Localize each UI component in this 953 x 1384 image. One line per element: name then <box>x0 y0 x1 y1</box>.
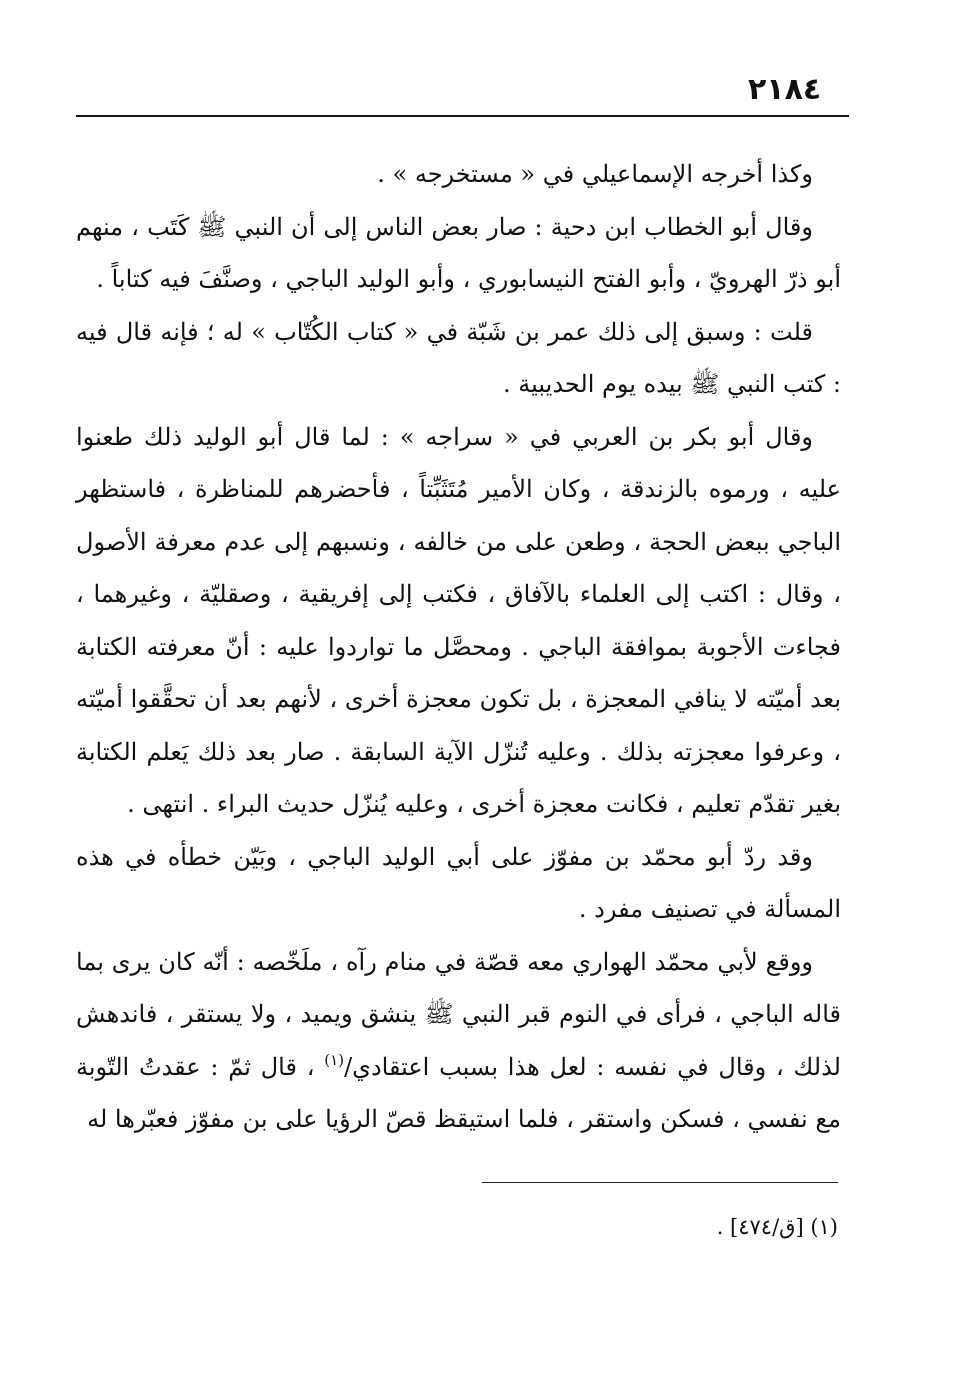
paragraph-5: وقد ردّ أبو محمّد بن مفوّز على أبي الوليد الباجي ، وبَيّن خطأه في هذه المسألة في تصنيف مفرد . <box>76 842 841 923</box>
footnote-reference[interactable]: (١) <box>324 1050 345 1069</box>
paragraph-3: قلت : وسبق إلى ذلك عمر بن شَبّة في « كتاب الكُتّاب » له ؛ فإنه قال فيه : كتب النبي ﷺ بيده يوم الحديبية . <box>76 317 841 398</box>
main-text <box>76 148 841 1146</box>
paragraph-1: وكذا أخرجه الإسماعيلي في « مستخرجه » . <box>377 160 813 188</box>
page-number: ٢١٨٤ <box>748 72 822 107</box>
header-rule <box>76 115 849 117</box>
paragraph-6-continuation: ، قال ثمّ : عقدتُ التّوبة مع نفسي ، فسكن واستقر ، فلما استيقظ قصّ الرؤيا على بن مفوّز فعبّرها له <box>76 1052 841 1133</box>
footnote-separator <box>482 1182 838 1183</box>
paragraph-6-text: ووقع لأبي محمّد الهواري معه قصّة في منام رآه ، ملَخّصه : أنّه كان يرى بما قاله الباجي ، فرأى في النوم قبر النبي ﷺ ينشق ويميد ، ولا يستقر ، فاندهش لذلك ، وقال في نفسه : لعل هذا بسبب اعتقادي/ <box>76 947 841 1081</box>
footnote: (١) [ق/٤٧٤] . <box>716 1215 838 1239</box>
paragraph-4: وقال أبو بكر بن العربي في « سراجه » : لما قال أبو الوليد ذلك طعنوا عليه ، ورموه بالزندقة ، وكان الأمير مُتَثَبِّتاً ، فأحضرهم للمناظرة ، فاستظهر الباجي ببعض الحجة ، وطعن على من خالفه ، ونسبهم إلى عدم معرفة الأصول ، وقال : اكتب إلى العلماء بالآفاق ، فكتب إلى إفريقية ، وصقليّة ، وغيرهما ، فجاءت الأجوبة بموافقة الباجي . ومحصَّل ما تواردوا عليه : أنّ معرفته الكتابة بعد أميّته لا ينافي المعجزة ، بل تكون معجزة أخرى ، لأنهم بعد أن تحقَّقوا أميّته ، وعرفوا معجزته بذلك . وعليه تُنزّل الآية السابقة . صار بعد ذلك يَعلم الكتابة بغير تقدّم تعليم ، فكانت معجزة أخرى ، وعليه يُنزّل حديث البراء . انتهى . <box>76 422 842 818</box>
paragraph-6 <box>76 936 841 1146</box>
paragraph-2: وقال أبو الخطاب ابن دحية : صار بعض الناس إلى أن النبي ﷺ كَتَب ، منهم أبو ذرّ الهرويّ ، وأبو الفتح النيسابوري ، وأبو الوليد الباجي ، وصنَّفَ فيه كتاباً . <box>76 212 841 293</box>
